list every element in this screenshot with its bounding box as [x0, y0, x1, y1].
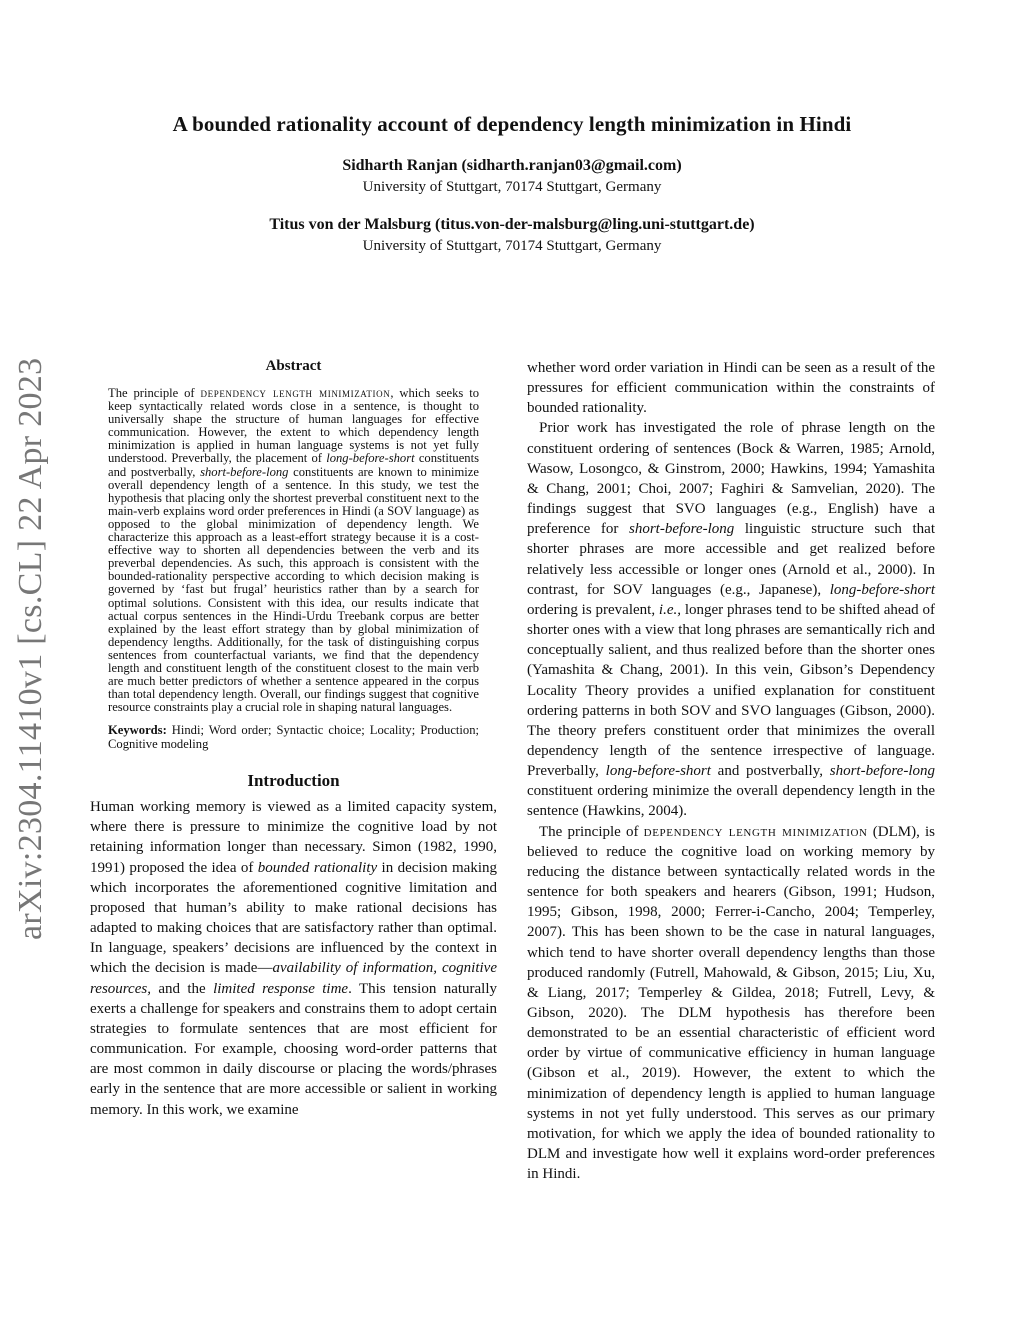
abstract-body: The principle of dependency length minimization, which seeks to keep syntactically related words close in a sentence, is thought to universally shape the structure of human languages for effective communication. However, the extent to which dependency length minimization is applied in human language systems is not yet fully understood. Preverbally, the placement of long-before-short constituents and postverbally, short-before-long constituents are known to minimize overall dependency length of a sentence. In this study, we test the hypothesis that placing only the shortest preverbal constituent next to the main-verb explains word order preferences in Hindi (a SOV language) as opposed to the global minimization of dependency length. We characterize this approach as a least-effort strategy because it is a cost-effective way to shorten all dependencies between the verb and its preverbal dependencies. As such, this approach is consistent with the bounded-rationality perspective according to which decision making is governed by ‘fast but frugal’ heuristics rather than by a search for optimal solutions. Consistent with this idea, our results indicate that actual corpus sentences in the Hindi-Urdu Treebank corpus are better explained by the least effort strategy than by global minimization of dependency lengths. Additionally, for the task of distinguishing corpus sentences from counterfactual variants, we find that the dependency length and constituent length of the constituent closest to the main verb are much better predictors of whether a sentence appeared in the corpus than total dependency length. Overall, our findings suggest that cognitive resource constraints play a crucial role in shaping natural languages.	[108, 386, 480, 715]
introduction-heading: Introduction	[247, 771, 340, 791]
right-column	[527, 358, 935, 1184]
author-2-affiliation: University of Stuttgart, 70174 Stuttgart, Germany	[362, 238, 662, 254]
introduction-paragraph: Human working memory is viewed as a limited capacity system, where there is pressure to minimize the cognitive load by not retaining information longer than necessary. Simon (1982, 1990, 1991) proposed the idea of bounded rationality in decision making which incorporates the aforementioned cognitive limitation and proposed that human’s ability to make rational decisions has adapted to making choices that are satisfactory rather than optimal. In language, speakers’ decisions are influenced by the context in which the decision is made—availability of information, cognitive resources, and the limited response time. This tension naturally exerts a challenge for speakers and constrains them to adopt certain strategies to formulate sentences that are most efficient for communication. For example, choosing word-order patterns that are most common in daily discourse or placing the words/phrases early in the sentence that are more accessible or salient in working memory. In this work, we examine	[90, 799, 498, 1118]
author-1-affiliation: University of Stuttgart, 70174 Stuttgart, Germany	[362, 179, 662, 195]
author-2-name: Titus von der Malsburg (titus.von-der-malsburg@ling.uni-stuttgart.de)	[269, 216, 755, 233]
prior-work-paragraph: Prior work has investigated the role of phrase length on the constituent ordering of sentences (Bock & Warren, 1985; Arnold, Wasow, Losongco, & Ginstrom, 2000; Hawkins, 1994; Yamashita & Chang, 2001; Choi, 2007; Faghiri & Samvelian, 2020). The findings suggest that SVO languages (e.g., English) have a preference for short-before-long linguistic structure such that shorter phrases are more accessible and get realized before relatively less accessible or longer ones (Arnold et al., 2000). In contrast, for SOV languages (e.g., Japanese), long-before-short ordering is prevalent, i.e., longer phrases tend to be shifted ahead of shorter ones with a view that long phrases are semantically rich and conceptually salient, and thus realized before than the shorter ones (Yamashita & Chang, 2001). In this vein, Gibson’s Dependency Locality Theory provides a unified explanation for constituent ordering patterns in both SOV and SVO languages (Gibson, 2000). The theory prefers constituent order that minimizes the overall dependency length of the sentence irrespective of language. Preverbally, long-before-short and postverbally, short-before-long constituent ordering minimize the overall dependency length in the sentence (Hawkins, 2004).	[527, 420, 936, 820]
keywords: Keywords: Hindi; Word order; Syntactic choice; Locality; Production; Cognitive modeling	[108, 723, 479, 751]
dlm-paragraph: The principle of dependency length minimization (DLM), is believed to reduce the cognitive load on working memory by reducing the distance between syntactically related words in the sentence for both speakers and hearers (Gibson, 1991; Hudson, 1995; Gibson, 1998, 2000; Ferrer-i-Cancho, 2004; Temperley, 2007). This has been shown to be the case in natural languages, which tend to have shorter overall dependency lengths than those produced randomly (Futrell, Mahowald, & Gibson, 2015; Liu, Xu, & Liang, 2017; Temperley & Gildea, 2018; Futrell, Levy, & Gibson, 2020). The DLM hypothesis has therefore been demonstrated to be an essential characteristic of efficient word order by virtue of communicative efficiency in human language (Gibson et al., 2019). However, the extent to which the minimization of dependency length is applied to human language systems in not yet fully understood. This serves as our primary motivation, for which we apply the idea of bounded rationality to DLM and investigate how well it explains word-order preferences in Hindi.	[527, 823, 935, 1183]
continued-paragraph: whether word order variation in Hindi can be seen as a result of the pressures for efficient communication within the constraints of bounded rationality.	[527, 360, 935, 417]
arxiv-identifier: arXiv:2304.11410v1 [cs.CL] 22 Apr 2023	[12, 357, 49, 940]
abstract-heading: Abstract	[265, 358, 322, 374]
left-column	[90, 358, 497, 1120]
author-1-name: Sidharth Ranjan (sidharth.ranjan03@gmail.com)	[342, 157, 682, 174]
paper-title: A bounded rationality account of dependency length minimization in Hindi	[172, 112, 852, 136]
